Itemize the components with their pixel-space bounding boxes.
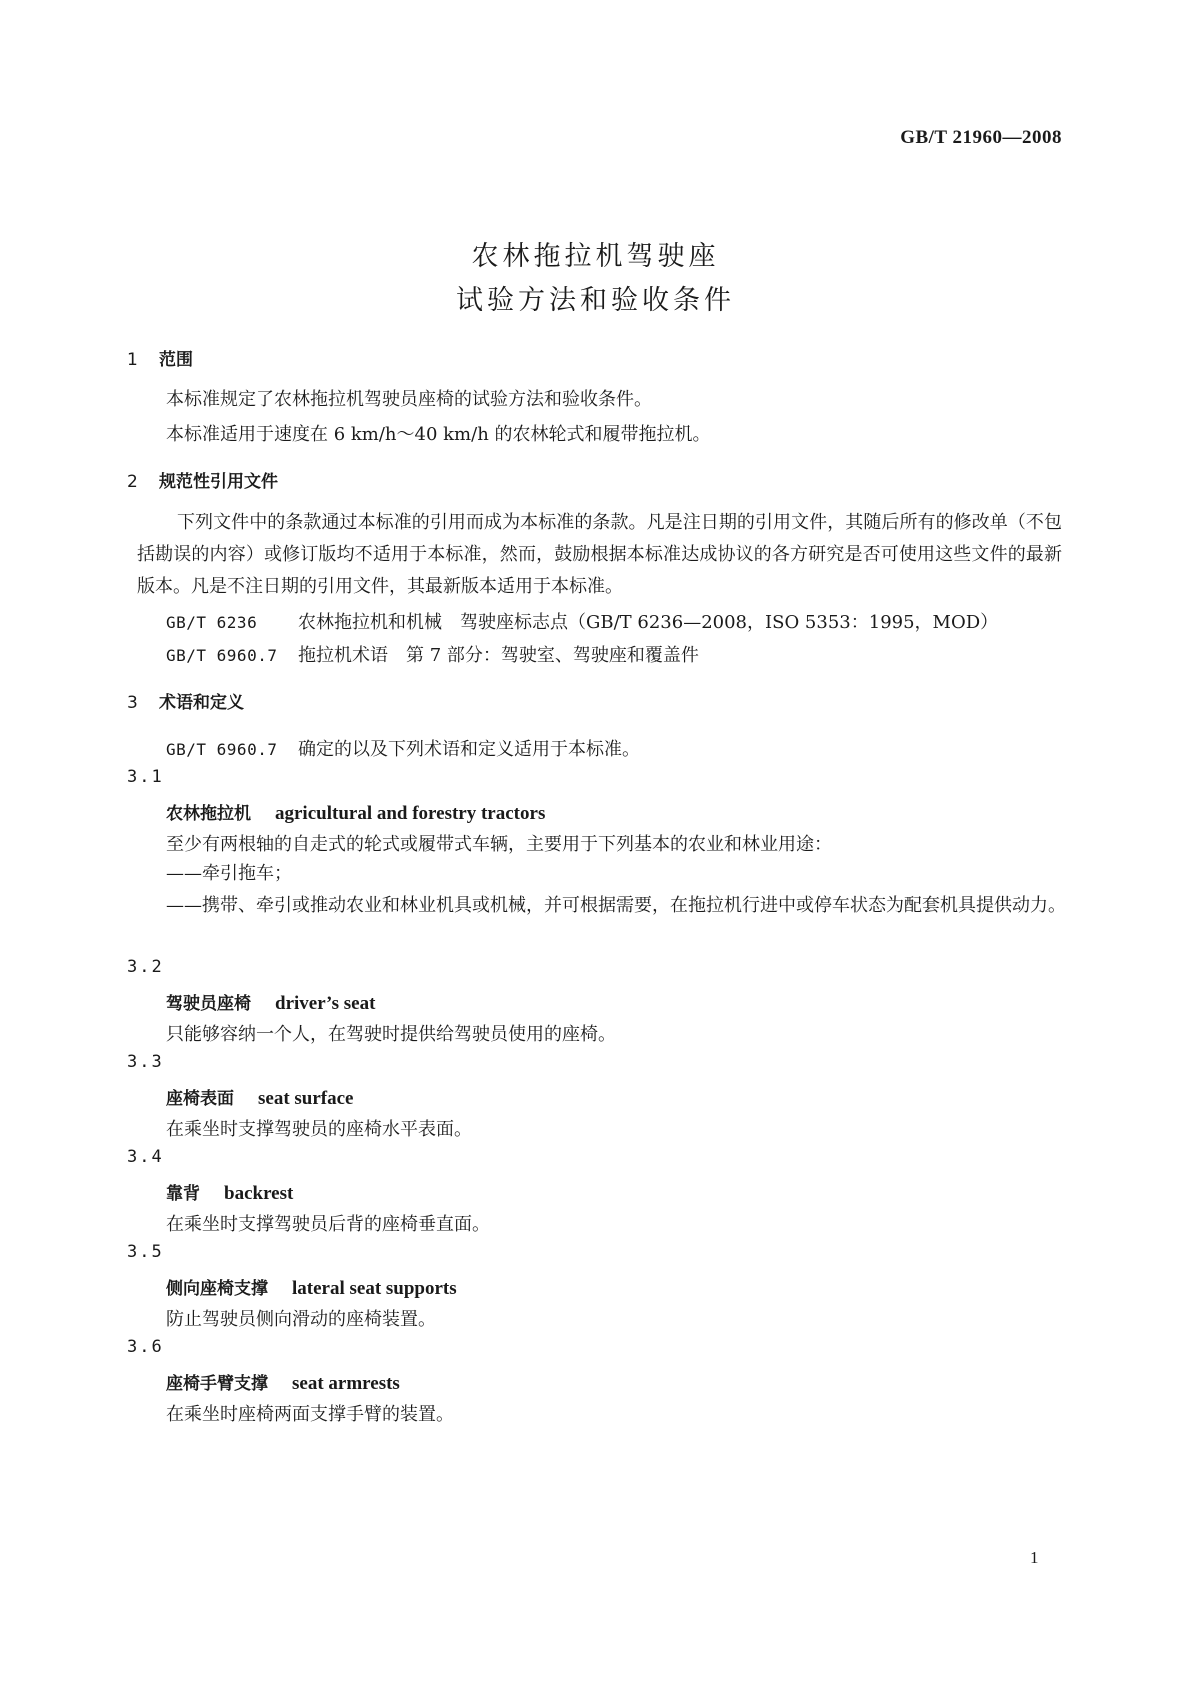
- term-definition: 在乘坐时支撑驾驶员后背的座椅垂直面。: [166, 1214, 490, 1235]
- term-en: agricultural and forestry tractors: [275, 803, 546, 824]
- term-en: lateral seat supports: [292, 1278, 457, 1299]
- section-title: 范围: [159, 350, 193, 370]
- reference-title: 拖拉机术语 第 7 部分：驾驶室、驾驶座和覆盖件: [298, 645, 699, 666]
- term-definition: 在乘坐时支撑驾驶员的座椅水平表面。: [166, 1119, 472, 1140]
- clause-number: 3.2: [127, 957, 164, 977]
- section-3-heading: [127, 688, 244, 713]
- section-2-heading: [127, 467, 278, 492]
- reference-item: [166, 641, 699, 667]
- term-en: seat surface: [258, 1088, 354, 1109]
- section-number: 2: [127, 472, 138, 492]
- term-definition: 只能够容纳一个人，在驾驶时提供给驾驶员使用的座椅。: [166, 1024, 616, 1045]
- term-zh: 座椅手臂支撑: [166, 1374, 268, 1394]
- term-heading: [166, 1274, 457, 1300]
- reference-code: GB/T 6960.7: [166, 740, 278, 759]
- term-zh: 驾驶员座椅: [166, 994, 251, 1014]
- document-title-line-2: 试验方法和验收条件: [456, 285, 735, 316]
- clause-number: 3.3: [127, 1052, 164, 1072]
- term-heading: [166, 1084, 354, 1110]
- term-en: driver’s seat: [275, 993, 376, 1014]
- section-number: 1: [127, 350, 138, 370]
- term-zh: 座椅表面: [166, 1089, 234, 1109]
- term-definition: 在乘坐时座椅两面支撑手臂的装置。: [166, 1404, 454, 1425]
- term-heading: [166, 989, 375, 1015]
- term-heading: [166, 1179, 293, 1205]
- term-heading: [166, 1369, 400, 1395]
- scope-paragraph-1: 本标准规定了农林拖拉机驾驶员座椅的试验方法和验收条件。: [166, 389, 652, 410]
- clause-number: 3.5: [127, 1242, 164, 1262]
- term-definition: 防止驾驶员侧向滑动的座椅装置。: [166, 1309, 436, 1330]
- section-title: 规范性引用文件: [159, 472, 278, 492]
- term-zh: 农林拖拉机: [166, 804, 251, 824]
- clause-number: 3.6: [127, 1337, 164, 1357]
- section-number: 3: [127, 693, 138, 713]
- reference-code: GB/T 6960.7: [166, 646, 278, 665]
- standard-code: GB/T 21960—2008: [900, 127, 1062, 148]
- section-title: 术语和定义: [159, 693, 244, 713]
- term-zh: 侧向座椅支撑: [166, 1279, 268, 1299]
- list-item: ——牵引拖车；: [166, 863, 292, 884]
- reference-title: 农林拖拉机和机械 驾驶座标志点（GB/T 6236—2008，ISO 5353：1995，MOD）: [298, 612, 999, 633]
- term-zh: 靠背: [166, 1184, 200, 1204]
- list-item: ——携带、牵引或推动农业和林业机具或机械，并可根据需要，在拖拉机行进中或停车状态为配套机具提供动力。: [166, 895, 1066, 916]
- normative-references-intro: 下列文件中的条款通过本标准的引用而成为本标准的条款。凡是注日期的引用文件，其随后所有的修改单（不包括勘误的内容）或修订版均不适用于本标准，然而，鼓励根据本标准达成协议的各方研究是否可使用这些文件的最新版本。凡是不注日期的引用文件，其最新版本适用于本标准。: [137, 512, 1062, 597]
- scope-paragraph-2: 本标准适用于速度在 6 km/h～40 km/h 的农林轮式和履带拖拉机。: [166, 424, 711, 445]
- term-en: seat armrests: [292, 1373, 400, 1394]
- term-heading: [166, 799, 545, 825]
- reference-code: GB/T 6236: [166, 613, 258, 632]
- terms-intro-text: 确定的以及下列术语和定义适用于本标准。: [298, 739, 640, 760]
- terms-intro: [166, 735, 640, 761]
- clause-number: 3.4: [127, 1147, 164, 1167]
- section-1-heading: [127, 345, 193, 370]
- reference-item: [166, 608, 998, 634]
- clause-number: 3.1: [127, 767, 164, 787]
- term-en: backrest: [224, 1183, 294, 1204]
- document-title-line-1: 农林拖拉机驾驶座: [471, 241, 720, 272]
- term-definition: 至少有两根轴的自走式的轮式或履带式车辆，主要用于下列基本的农业和林业用途：: [166, 834, 832, 855]
- page-number: 1: [1030, 1548, 1039, 1567]
